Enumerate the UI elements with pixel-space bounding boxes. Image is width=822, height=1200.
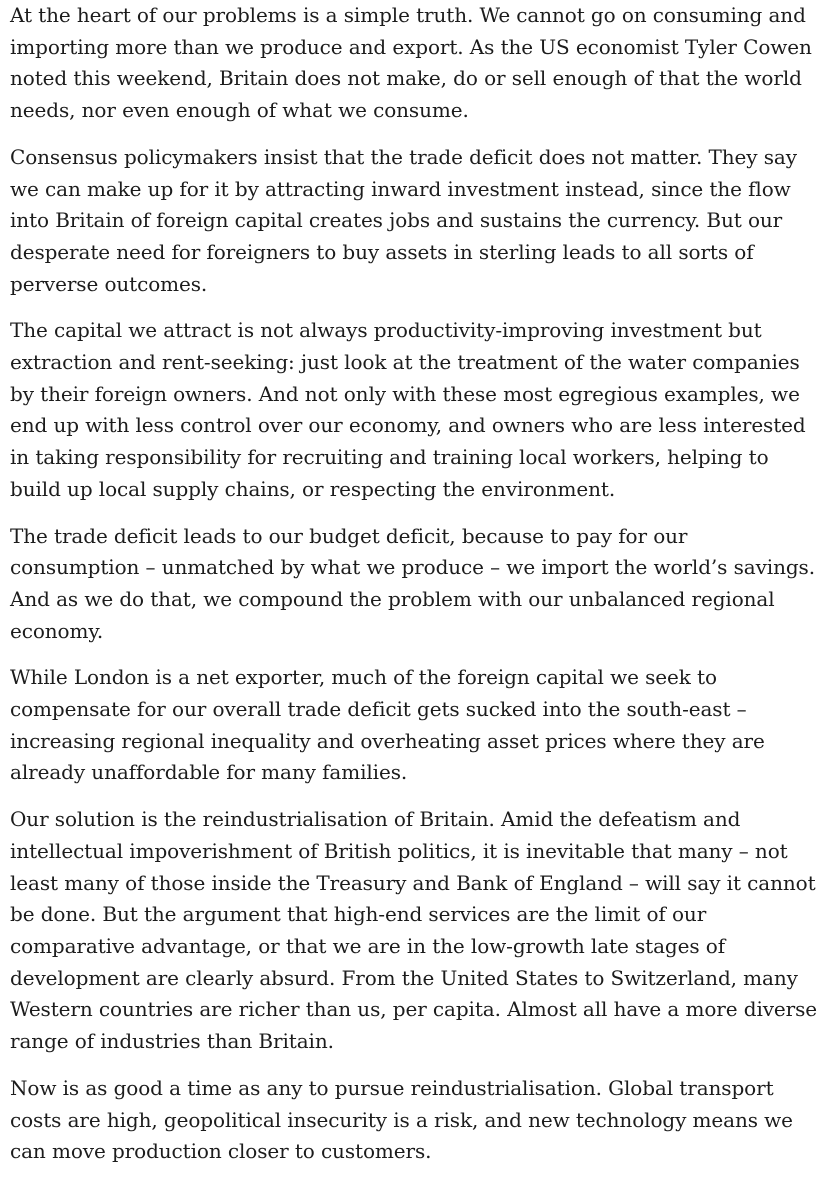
article-paragraph-5: While London is a net exporter, much of the foreign capital we seek to compensate for our overall trade deficit gets sucked into the south-east – increasing regional inequality and overheating asset prices where they are already unaffordable for many families.	[10, 665, 765, 785]
article-paragraph-2: Consensus policymakers insist that the trade deficit does not matter. They say we can make up for it by attracting inward investment instead, since the flow into Britain of foreign capital creates jobs and sustains the currency. But our desperate need for foreigners to buy assets in sterling leads to all sorts of perverse outcomes.	[10, 144, 797, 296]
article-paragraph-7: Now is as good a time as any to pursue reindustrialisation. Global transport costs are high, geopolitical insecurity is a risk, and new technology means we can move production closer to customers.	[10, 1075, 793, 1164]
article-paragraph-6: Our solution is the reindustrialisation of Britain. Amid the defeatism and intellectual impoverishment of British politics, it is inevitable that many – not least many of those inside the Treasury and Bank of England – will say it cannot be done. But the argument that high-end services are the limit of our comparative advantage, or that we are in the low-growth late stages of development are clearly absurd. From the United States to Switzerland, many Western countries are richer than us, per capita. Almost all have a more diverse range of industries than Britain.	[10, 807, 818, 1054]
article-paragraph-3: The capital we attract is not always productivity-improving investment but extraction and rent-seeking: just look at the treatment of the water companies by their foreign owners. And not only with these most egregious examples, we end up with less control over our economy, and owners who are less interested in taking responsibility for recruiting and training local workers, helping to build up local supply chains, or respecting the environment.	[10, 318, 806, 501]
article-paragraph-1: At the heart of our problems is a simple truth. We cannot go on consuming and importing more than we produce and export. As the US economist Tyler Cowen noted this weekend, Britain does not make, do or sell enough of that the world needs, nor even enough of what we consume.	[10, 3, 812, 123]
article-body	[10, 0, 818, 1168]
article-paragraph-4: The trade deficit leads to our budget deficit, because to pay for our consumption – unmatched by what we produce – we import the world’s savings. And as we do that, we compound the problem with our unbalanced regional economy.	[10, 523, 815, 643]
